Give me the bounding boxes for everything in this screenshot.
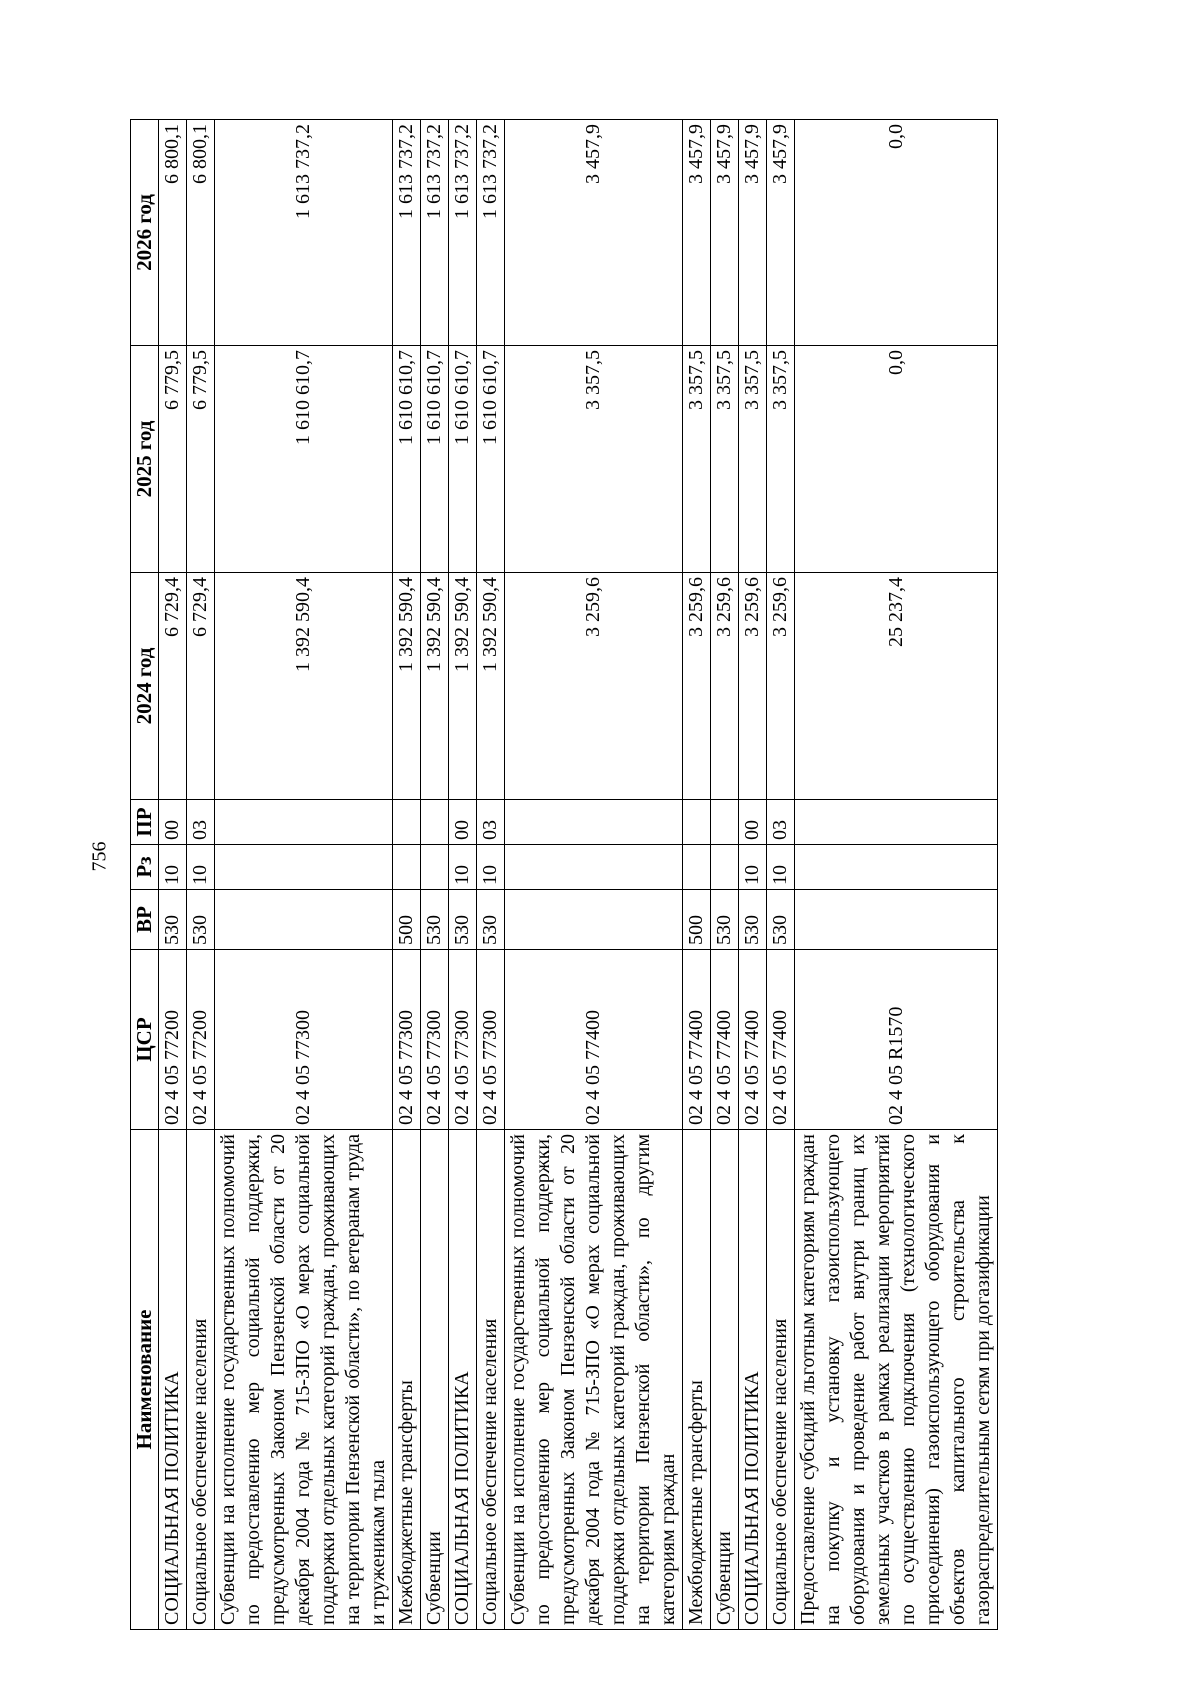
row-csr: 02 4 05 77400: [711, 950, 739, 1130]
table-row: [215, 120, 393, 1630]
row-rz: [421, 845, 449, 890]
table-row: [795, 120, 998, 1630]
row-name: Субвенции на исполнение государственных полномочий по предоставлению мер социальной поддержки, предусмотренных Законом Пензенской области от 20 декабря 2004 года № 715-ЗПО «О мерах социальной поддержки отдельных категорий граждан, проживающих на территории Пензенской области», по другим категориям граждан: [505, 1130, 683, 1630]
row-name: Социальное обеспечение населения: [767, 1130, 795, 1630]
row-pr: 00: [449, 800, 477, 845]
row-2026: 1 613 737,2: [449, 120, 477, 346]
row-2025: 3 357,5: [683, 346, 711, 573]
table-row: [449, 120, 477, 1630]
row-2024: 3 259,6: [683, 573, 711, 800]
row-2025: 3 357,5: [711, 346, 739, 573]
row-rz: 10: [767, 845, 795, 890]
row-2025: 6 779,5: [159, 346, 187, 573]
row-csr: 02 4 05 R1570: [795, 950, 998, 1130]
table-row: [505, 120, 683, 1630]
row-pr: [683, 800, 711, 845]
row-2026: 1 613 737,2: [215, 120, 393, 346]
row-vr: 530: [187, 890, 215, 950]
table-row: [739, 120, 767, 1630]
row-2024: 3 259,6: [711, 573, 739, 800]
row-csr: 02 4 05 77300: [477, 950, 505, 1130]
header-2026: 2026 год: [131, 120, 159, 346]
row-rz: 10: [159, 845, 187, 890]
row-vr: [505, 890, 683, 950]
row-pr: 03: [767, 800, 795, 845]
row-2024: 1 392 590,4: [421, 573, 449, 800]
table-row: [187, 120, 215, 1630]
row-name: Предоставление субсидий льготным категориям граждан на покупку и установку газоиспользующего оборудования и проведение работ внутри границ их земельных участков в рамках реализации мероприятий по осуществлению подключения (технологического присоединения) газоиспользующего оборудования и объектов капитального строительства к газораспределительным сетям при догазификации: [795, 1130, 998, 1630]
header-pr: ПР: [131, 800, 159, 845]
row-csr: 02 4 05 77200: [187, 950, 215, 1130]
header-2024: 2024 год: [131, 573, 159, 800]
row-name: Социальное обеспечение населения: [477, 1130, 505, 1630]
row-rz: 10: [477, 845, 505, 890]
row-pr: [505, 800, 683, 845]
row-name: Субвенции на исполнение государственных полномочий по предоставлению мер социальной поддержки, предусмотренных Законом Пензенской области от 20 декабря 2004 года № 715-ЗПО «О мерах социальной поддержки отдельных категорий граждан, проживающих на территории Пензенской области», по ветеранам труда и труженикам тыла: [215, 1130, 393, 1630]
row-vr: 530: [421, 890, 449, 950]
table-row: [683, 120, 711, 1630]
table-row: [421, 120, 449, 1630]
row-2026: 3 457,9: [767, 120, 795, 346]
row-vr: 530: [739, 890, 767, 950]
table-row: [711, 120, 739, 1630]
row-2024: 1 392 590,4: [393, 573, 421, 800]
header-vr: ВР: [131, 890, 159, 950]
row-pr: 00: [159, 800, 187, 845]
row-2026: 3 457,9: [505, 120, 683, 346]
row-name: Социальное обеспечение населения: [187, 1130, 215, 1630]
row-2025: 1 610 610,7: [215, 346, 393, 573]
page-number: 756: [88, 841, 111, 872]
row-pr: 03: [187, 800, 215, 845]
row-2025: 6 779,5: [187, 346, 215, 573]
row-vr: 530: [767, 890, 795, 950]
row-pr: [215, 800, 393, 845]
row-rz: [711, 845, 739, 890]
header-csr: ЦСР: [131, 950, 159, 1130]
row-rz: [505, 845, 683, 890]
row-2025: 3 357,5: [505, 346, 683, 573]
row-csr: 02 4 05 77300: [421, 950, 449, 1130]
row-2026: 1 613 737,2: [421, 120, 449, 346]
row-rz: 10: [449, 845, 477, 890]
row-2025: 1 610 610,7: [393, 346, 421, 573]
table-row: [393, 120, 421, 1630]
row-2025: 3 357,5: [767, 346, 795, 573]
header-rz: Рз: [131, 845, 159, 890]
row-2026: 6 800,1: [187, 120, 215, 346]
row-2024: 3 259,6: [739, 573, 767, 800]
row-2026: 0,0: [795, 120, 998, 346]
row-pr: [795, 800, 998, 845]
row-csr: 02 4 05 77300: [393, 950, 421, 1130]
row-rz: [393, 845, 421, 890]
row-pr: 03: [477, 800, 505, 845]
row-2024: 1 392 590,4: [477, 573, 505, 800]
table-row: [477, 120, 505, 1630]
row-2024: 6 729,4: [187, 573, 215, 800]
row-2024: 1 392 590,4: [449, 573, 477, 800]
row-2026: 3 457,9: [683, 120, 711, 346]
header-name: Наименование: [131, 1130, 159, 1630]
row-name: Субвенции: [711, 1130, 739, 1630]
budget-table: [130, 119, 998, 1630]
row-vr: 530: [711, 890, 739, 950]
row-vr: 530: [449, 890, 477, 950]
row-name: СОЦИАЛЬНАЯ ПОЛИТИКА: [449, 1130, 477, 1630]
row-rz: 10: [187, 845, 215, 890]
row-2024: 6 729,4: [159, 573, 187, 800]
row-pr: [393, 800, 421, 845]
row-name: Субвенции: [421, 1130, 449, 1630]
row-vr: 530: [477, 890, 505, 950]
row-2026: 1 613 737,2: [477, 120, 505, 346]
table-row: [767, 120, 795, 1630]
row-csr: 02 4 05 77300: [449, 950, 477, 1130]
row-rz: 10: [739, 845, 767, 890]
row-2025: 1 610 610,7: [449, 346, 477, 573]
row-csr: 02 4 05 77400: [767, 950, 795, 1130]
header-2025: 2025 год: [131, 346, 159, 573]
row-2025: 0,0: [795, 346, 998, 573]
row-rz: [215, 845, 393, 890]
row-pr: 00: [739, 800, 767, 845]
row-2026: 3 457,9: [711, 120, 739, 346]
row-2024: 3 259,6: [767, 573, 795, 800]
row-csr: 02 4 05 77200: [159, 950, 187, 1130]
table-row: [159, 120, 187, 1630]
row-2026: 3 457,9: [739, 120, 767, 346]
row-name: Межбюджетные трансферты: [393, 1130, 421, 1630]
row-vr: [215, 890, 393, 950]
row-name: Межбюджетные трансферты: [683, 1130, 711, 1630]
row-name: СОЦИАЛЬНАЯ ПОЛИТИКА: [739, 1130, 767, 1630]
row-2026: 6 800,1: [159, 120, 187, 346]
row-pr: [711, 800, 739, 845]
row-2024: 25 237,4: [795, 573, 998, 800]
row-vr: 500: [683, 890, 711, 950]
row-2025: 1 610 610,7: [477, 346, 505, 573]
row-vr: 530: [159, 890, 187, 950]
row-vr: [795, 890, 998, 950]
row-csr: 02 4 05 77400: [683, 950, 711, 1130]
row-pr: [421, 800, 449, 845]
row-2026: 1 613 737,2: [393, 120, 421, 346]
row-2025: 1 610 610,7: [421, 346, 449, 573]
row-csr: 02 4 05 77400: [739, 950, 767, 1130]
row-name: СОЦИАЛЬНАЯ ПОЛИТИКА: [159, 1130, 187, 1630]
row-vr: 500: [393, 890, 421, 950]
row-2024: 1 392 590,4: [215, 573, 393, 800]
row-2025: 3 357,5: [739, 346, 767, 573]
row-csr: 02 4 05 77400: [505, 950, 683, 1130]
header-row: [131, 120, 159, 1630]
row-csr: 02 4 05 77300: [215, 950, 393, 1130]
rotated-table-container: [130, 120, 1200, 1630]
row-2024: 3 259,6: [505, 573, 683, 800]
row-rz: [683, 845, 711, 890]
row-rz: [795, 845, 998, 890]
